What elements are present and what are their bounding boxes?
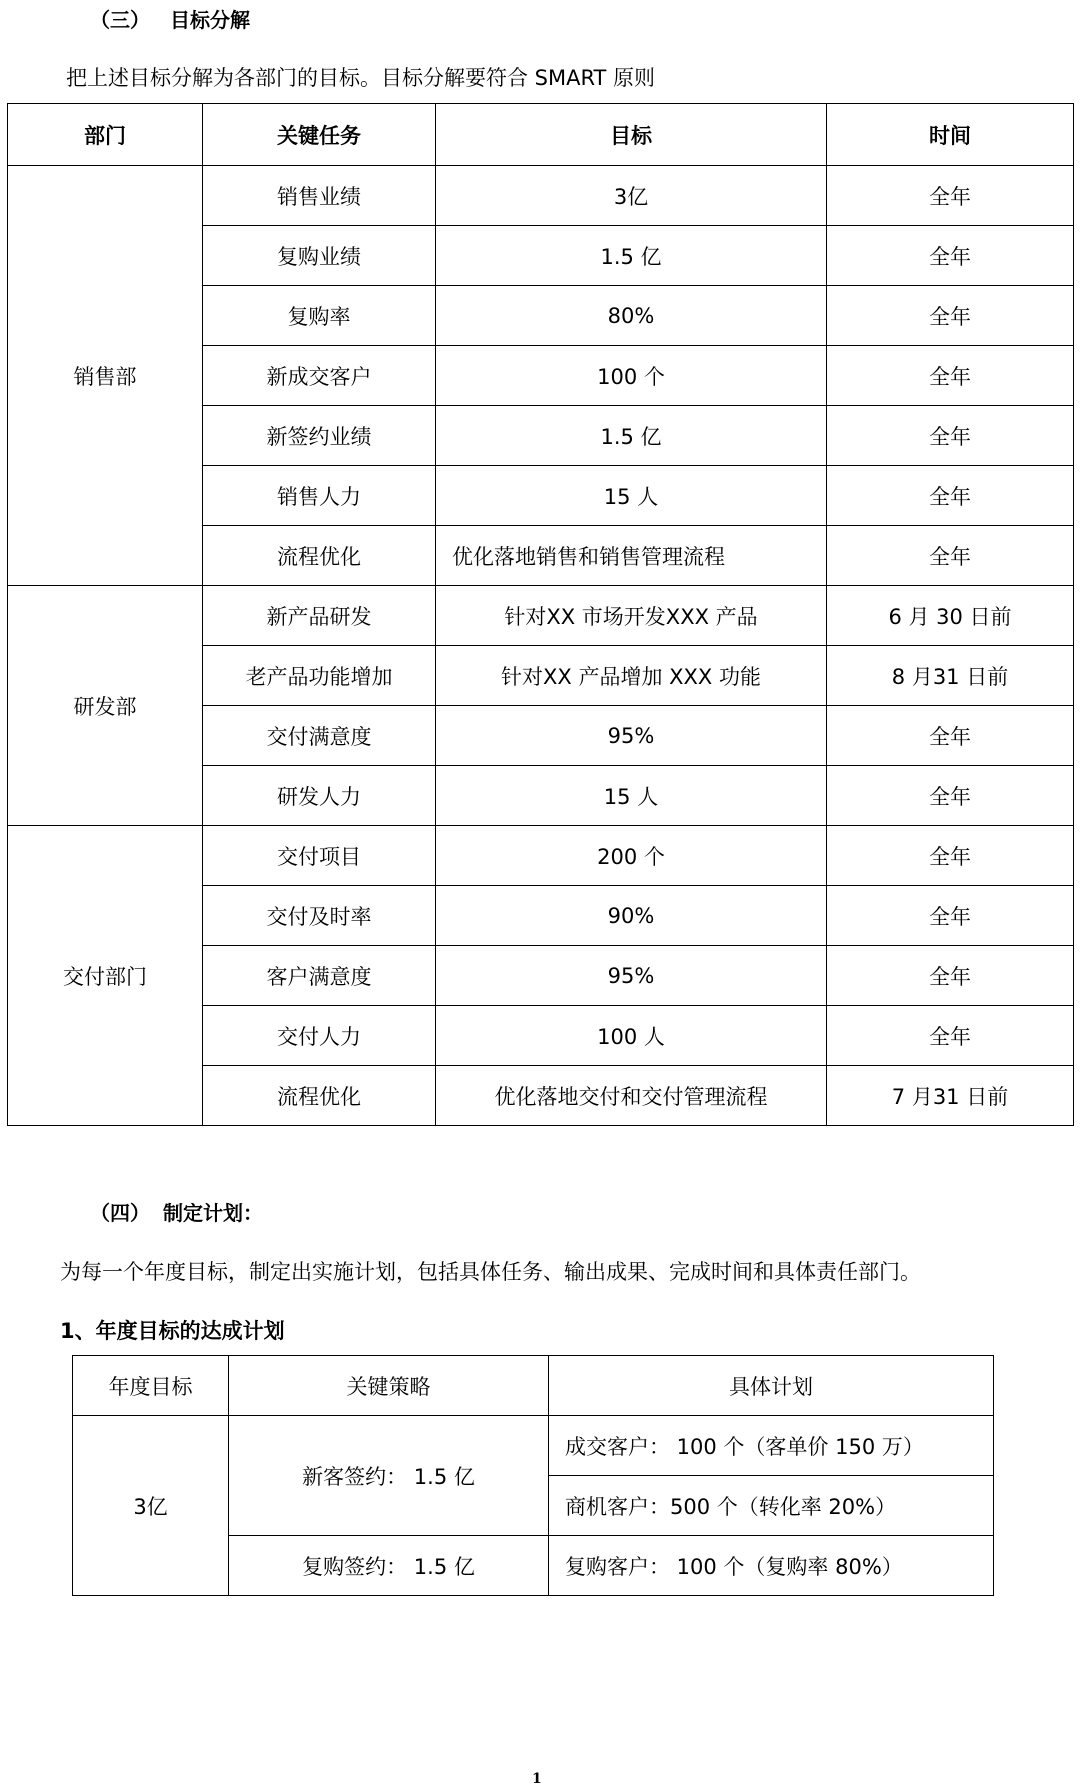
time-cell: 全年 bbox=[827, 406, 1074, 466]
plan-cell: 复购客户： 100 个（复购率 80%） bbox=[549, 1536, 994, 1596]
task-cell: 复购率 bbox=[203, 286, 436, 346]
target-cell: 3亿 bbox=[436, 166, 827, 226]
dept-sales: 销售部 bbox=[8, 166, 203, 586]
annual-plan-table bbox=[72, 1355, 994, 1596]
target-cell: 95% bbox=[436, 706, 827, 766]
table-row bbox=[73, 1416, 994, 1476]
task-cell: 研发人力 bbox=[203, 766, 436, 826]
page-number: 1 bbox=[532, 1771, 542, 1787]
time-cell: 全年 bbox=[827, 946, 1074, 1006]
task-cell: 交付及时率 bbox=[203, 886, 436, 946]
header-time: 时间 bbox=[827, 104, 1074, 166]
time-cell: 7 月31 日前 bbox=[827, 1066, 1074, 1126]
header-key-strategy: 关键策略 bbox=[229, 1356, 549, 1416]
table-row bbox=[8, 166, 1074, 226]
task-cell: 销售人力 bbox=[203, 466, 436, 526]
task-cell: 交付满意度 bbox=[203, 706, 436, 766]
strategy-cell: 新客签约： 1.5 亿 bbox=[229, 1416, 549, 1536]
target-cell: 15 人 bbox=[436, 466, 827, 526]
task-cell: 新成交客户 bbox=[203, 346, 436, 406]
time-cell: 全年 bbox=[827, 226, 1074, 286]
section3-title: 目标分解 bbox=[170, 8, 250, 32]
task-cell: 流程优化 bbox=[203, 1066, 436, 1126]
task-cell: 新产品研发 bbox=[203, 586, 436, 646]
strategy-cell: 复购签约： 1.5 亿 bbox=[229, 1536, 549, 1596]
task-cell: 客户满意度 bbox=[203, 946, 436, 1006]
task-cell: 老产品功能增加 bbox=[203, 646, 436, 706]
header-target: 目标 bbox=[436, 104, 827, 166]
time-cell: 全年 bbox=[827, 166, 1074, 226]
target-cell: 100 个 bbox=[436, 346, 827, 406]
time-cell: 全年 bbox=[827, 706, 1074, 766]
section4-number: （四） bbox=[90, 1201, 150, 1225]
section3-number: （三） bbox=[90, 8, 150, 32]
target-cell: 优化落地销售和销售管理流程 bbox=[436, 526, 827, 586]
target-cell: 200 个 bbox=[436, 826, 827, 886]
time-cell: 全年 bbox=[827, 1006, 1074, 1066]
dept-rnd: 研发部 bbox=[8, 586, 203, 826]
section4-description: 为每一个年度目标，制定出实施计划，包括具体任务、输出成果、完成时间和具体责任部门。 bbox=[60, 1260, 921, 1284]
time-cell: 全年 bbox=[827, 346, 1074, 406]
time-cell: 全年 bbox=[827, 286, 1074, 346]
header-annual-goal: 年度目标 bbox=[73, 1356, 229, 1416]
target-cell: 15 人 bbox=[436, 766, 827, 826]
sub-heading-annual-plan: 1、年度目标的达成计划 bbox=[60, 1319, 285, 1343]
table-header-row bbox=[8, 104, 1074, 166]
task-cell: 交付项目 bbox=[203, 826, 436, 886]
time-cell: 全年 bbox=[827, 826, 1074, 886]
header-key-task: 关键任务 bbox=[203, 104, 436, 166]
table-header-row bbox=[73, 1356, 994, 1416]
target-cell: 1.5 亿 bbox=[436, 406, 827, 466]
time-cell: 全年 bbox=[827, 466, 1074, 526]
plan-cell: 商机客户：500 个（转化率 20%） bbox=[549, 1476, 994, 1536]
table-row bbox=[8, 826, 1074, 886]
target-cell: 100 人 bbox=[436, 1006, 827, 1066]
task-cell: 流程优化 bbox=[203, 526, 436, 586]
task-cell: 新签约业绩 bbox=[203, 406, 436, 466]
target-cell: 90% bbox=[436, 886, 827, 946]
target-cell: 95% bbox=[436, 946, 827, 1006]
time-cell: 全年 bbox=[827, 886, 1074, 946]
target-cell: 1.5 亿 bbox=[436, 226, 827, 286]
target-cell: 80% bbox=[436, 286, 827, 346]
annual-goal-cell: 3亿 bbox=[73, 1416, 229, 1596]
time-cell: 全年 bbox=[827, 766, 1074, 826]
time-cell: 8 月31 日前 bbox=[827, 646, 1074, 706]
dept-delivery: 交付部门 bbox=[8, 826, 203, 1126]
plan-cell: 成交客户： 100 个（客单价 150 万） bbox=[549, 1416, 994, 1476]
time-cell: 6 月 30 日前 bbox=[827, 586, 1074, 646]
task-cell: 复购业绩 bbox=[203, 226, 436, 286]
time-cell: 全年 bbox=[827, 526, 1074, 586]
task-cell: 交付人力 bbox=[203, 1006, 436, 1066]
target-cell: 优化落地交付和交付管理流程 bbox=[436, 1066, 827, 1126]
section4-title: 制定计划： bbox=[163, 1201, 263, 1225]
target-decomposition-table bbox=[7, 103, 1074, 1126]
target-cell: 针对XX 市场开发XXX 产品 bbox=[436, 586, 827, 646]
table-row bbox=[8, 586, 1074, 646]
task-cell: 销售业绩 bbox=[203, 166, 436, 226]
header-specific-plan: 具体计划 bbox=[549, 1356, 994, 1416]
section3-description: 把上述目标分解为各部门的目标。目标分解要符合 SMART 原则 bbox=[66, 66, 656, 90]
header-department: 部门 bbox=[8, 104, 203, 166]
target-cell: 针对XX 产品增加 XXX 功能 bbox=[436, 646, 827, 706]
